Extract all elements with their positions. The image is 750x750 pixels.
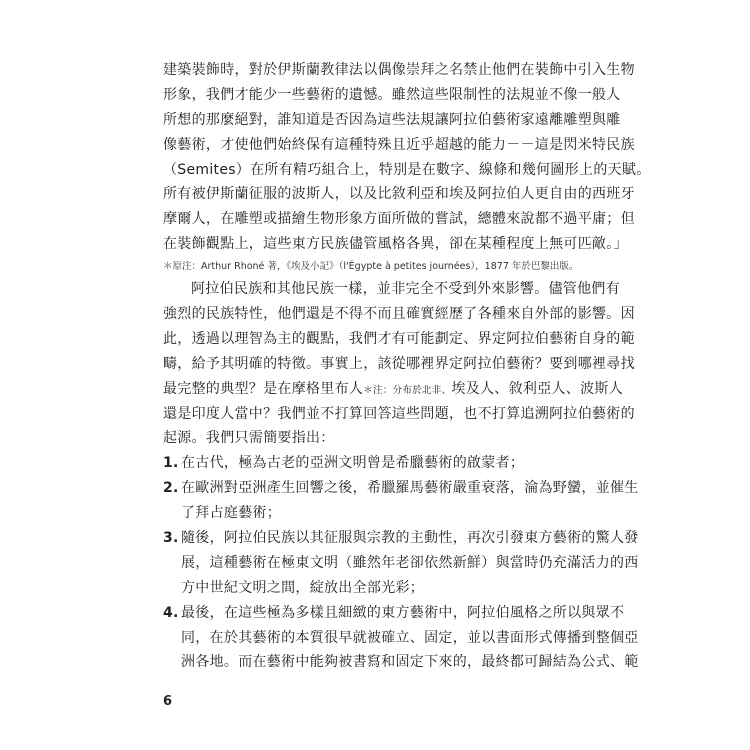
text-line: 還是印度人當中？我們並不打算回答這些問題，也不打算追溯阿拉伯藝術的 bbox=[163, 405, 635, 422]
text-line: 所想的那麼絕對，誰知道是否因為這些法規讓阿拉伯藝術家遠離雕塑與雕 bbox=[163, 111, 621, 128]
text-line: 形象，我們才能少一些藝術的遺憾。雖然這些限制性的法規並不像一般人 bbox=[163, 86, 621, 103]
list-item bbox=[163, 601, 639, 676]
text-line: 摩爾人，在雕塑或描繪生物形象方面所做的嘗試，總體來說都不過平庸；但 bbox=[163, 211, 635, 228]
text-line: 起源。我們只需簡要指出： bbox=[163, 430, 335, 447]
list-text: 洲各地。而在藝術中能夠被書寫和固定下來的，最終都可歸結為公式、範 bbox=[181, 654, 639, 671]
inline-note: ＊注：分布於北非、 bbox=[363, 384, 452, 396]
text-segment: 埃及人、敘利亞人、波斯人 bbox=[451, 380, 624, 397]
list-number: 3. bbox=[163, 530, 179, 547]
text-line: 像藝術，才使他們始終保有這種特殊且近乎超越的能力－－這是閃米特民族 bbox=[163, 136, 635, 153]
paragraph-1 bbox=[163, 58, 651, 257]
text-line: 阿拉伯民族和其他民族一樣，並非完全不受到外來影響。儘管他們有 bbox=[191, 281, 620, 298]
numbered-list bbox=[163, 451, 639, 675]
text-line-with-note bbox=[163, 377, 624, 402]
list-item bbox=[163, 476, 639, 526]
text-line: （Semites）在所有精巧組合上，特別是在數字、線條和幾何圖形上的天賦。 bbox=[163, 161, 651, 178]
list-number: 1. bbox=[163, 455, 179, 472]
list-text: 了拜占庭藝術； bbox=[181, 505, 282, 522]
list-item bbox=[163, 526, 639, 601]
list-number: 2. bbox=[163, 480, 179, 497]
list-text: 方中世紀文明之間，綻放出全部光彩； bbox=[181, 579, 425, 596]
list-text: 在歐洲對亞洲產生回響之後，希臘羅馬藝術嚴重衰落，淪為野蠻，並催生 bbox=[181, 480, 639, 497]
list-text: 在古代，極為古老的亞洲文明曾是希臘藝術的啟蒙者； bbox=[181, 455, 525, 472]
text-segment: 最完整的典型？是在摩格里布人 bbox=[163, 380, 364, 397]
text-line: 此，透過以理智為主的觀點，我們才有可能劃定、界定阿拉伯藝術自身的範 bbox=[163, 330, 635, 347]
list-text: 展，這種藝術在極東文明（雖然年老卻依然新鮮）與當時仍充滿活力的西 bbox=[181, 554, 639, 571]
list-number: 4. bbox=[163, 604, 179, 621]
footnote: ＊原注：Arthur Rhoné 著，《埃及小記》（l'Égypte à petites journées），1877 年於巴黎出版。 bbox=[163, 261, 579, 273]
list-item bbox=[163, 451, 583, 476]
text-line: 強烈的民族特性，他們還是不得不而且確實經歷了各種來自外部的影響。因 bbox=[163, 306, 635, 323]
text-line: 建築裝飾時，對於伊斯蘭教律法以偶像崇拜之名禁止他們在裝飾中引入生物 bbox=[163, 62, 635, 78]
paragraph-2 bbox=[163, 277, 635, 451]
page-number: 6 bbox=[163, 694, 173, 709]
list-text: 最後，在這些極為多樣且細緻的東方藝術中，阿拉伯風格之所以與眾不 bbox=[181, 604, 625, 621]
text-line: 在裝飾觀點上，這些東方民族儘管風格各異，卻在某種程度上無可匹敵。」 bbox=[163, 236, 628, 253]
text-line: 所有被伊斯蘭征服的波斯人，以及比敘利亞和埃及阿拉伯人更自由的西班牙 bbox=[163, 186, 635, 203]
text-line: 疇，給予其明確的特徵。事實上，該從哪裡界定阿拉伯藝術？要到哪裡尋找 bbox=[163, 355, 635, 372]
list-text: 隨後，阿拉伯民族以其征服與宗教的主動性，再次引發東方藝術的驚人發 bbox=[181, 530, 639, 547]
page-body bbox=[163, 58, 651, 675]
list-text: 同，在於其藝術的本質很早就被確立、固定，並以書面形式傳播到整個亞 bbox=[181, 629, 639, 646]
